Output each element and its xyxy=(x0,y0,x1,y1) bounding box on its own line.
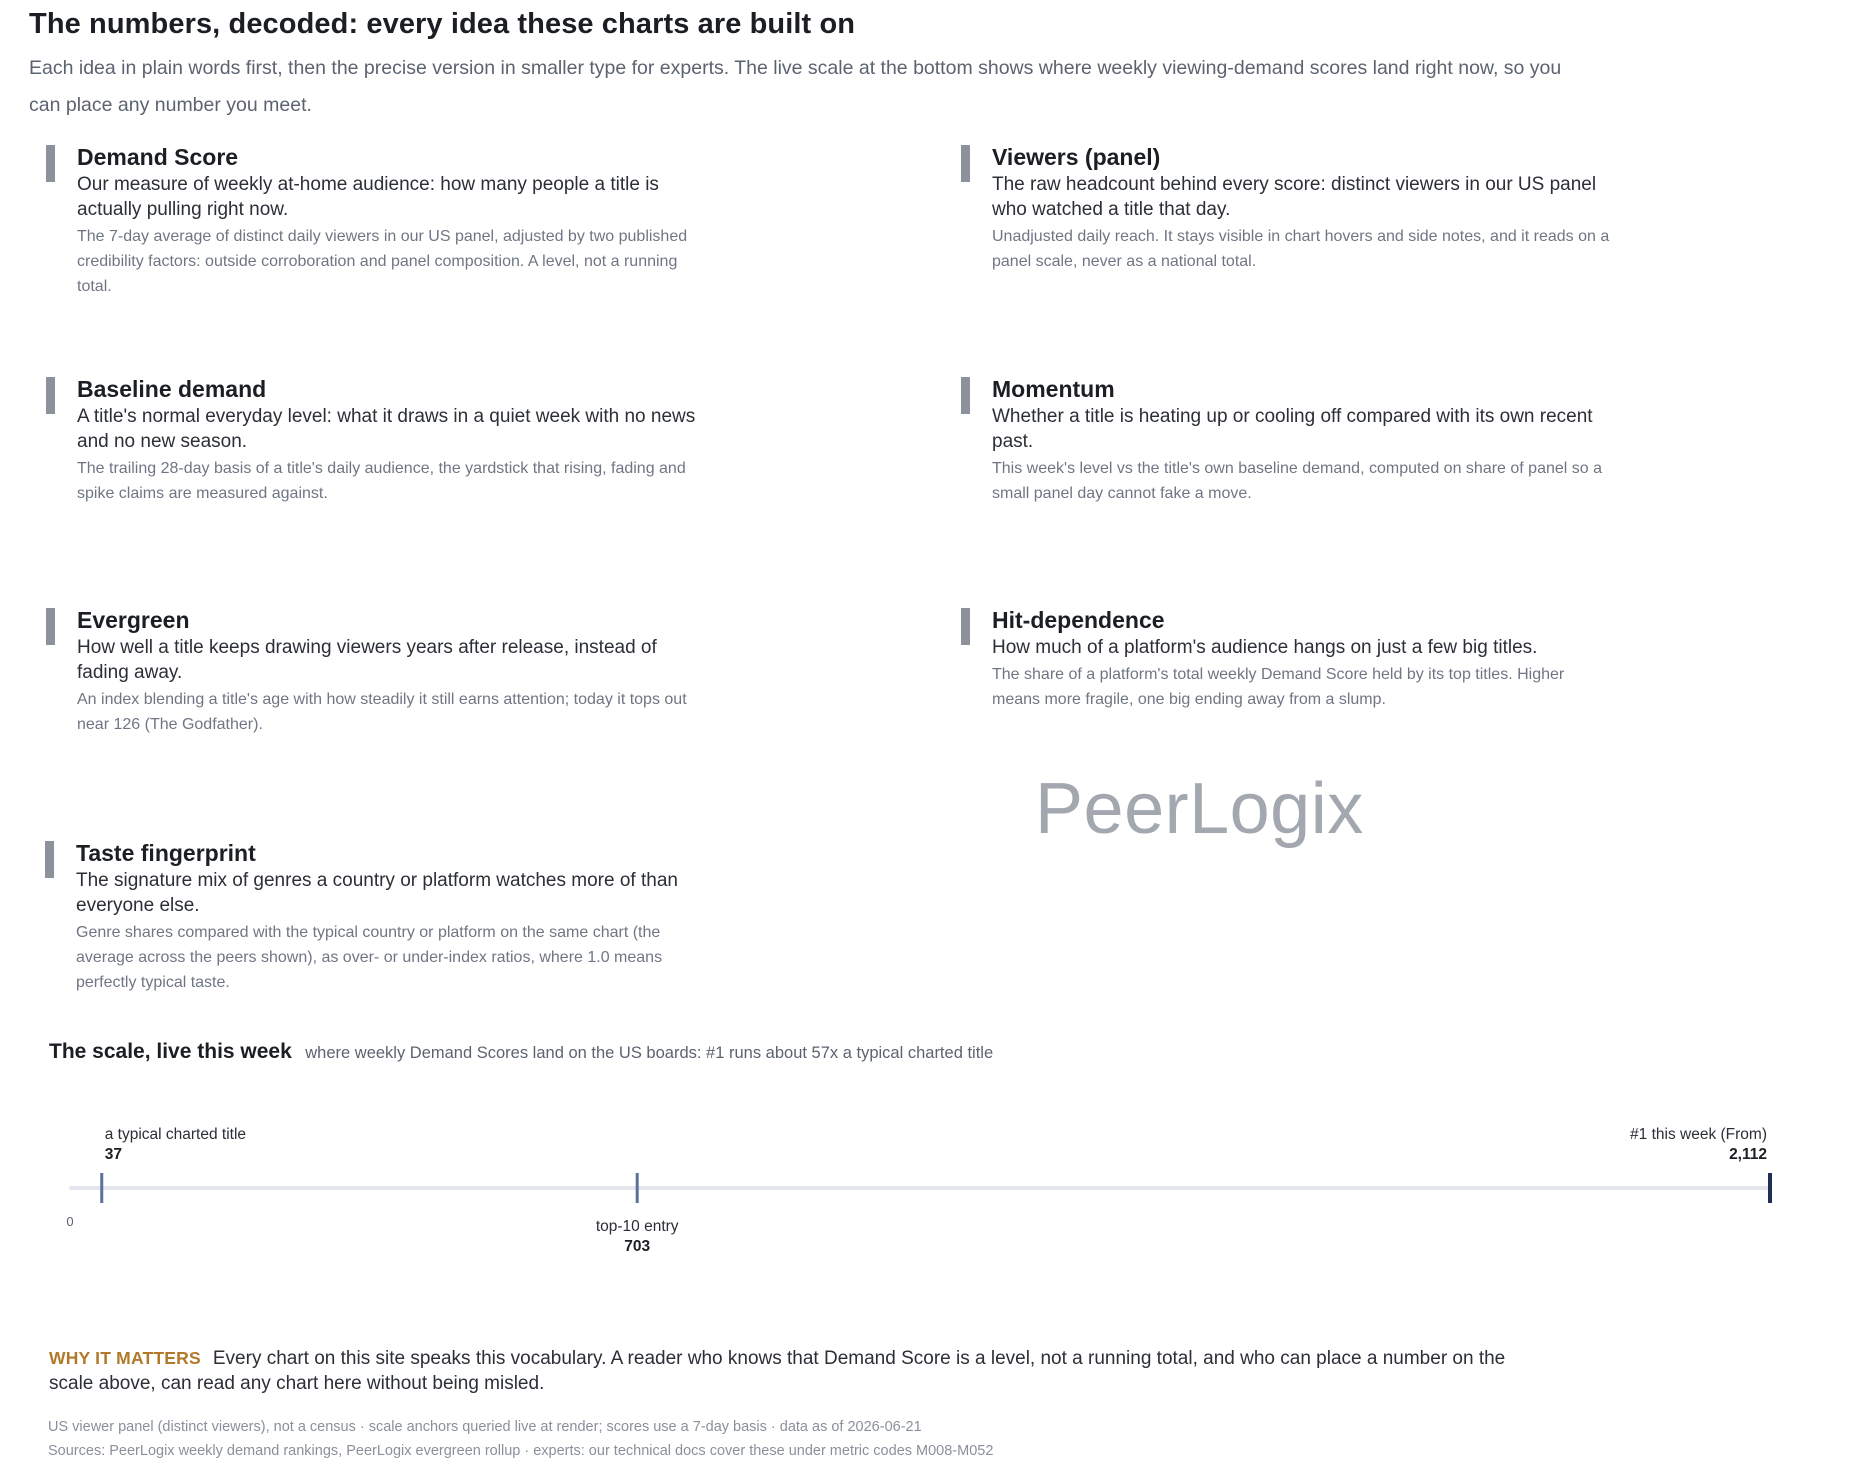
term-viewers-panel xyxy=(961,143,1611,274)
term-name: Hit-dependence xyxy=(992,607,1165,633)
term-demand-score xyxy=(46,143,696,299)
why-label: WHY IT MATTERS xyxy=(49,1348,201,1368)
scale-min-label: 0 xyxy=(66,1214,74,1229)
page-intro: Each idea in plain words first, then the precise version in smaller type for experts. The live scale at the bottom shows where weekly viewing-demand scores land right now, so you can place any number you meet. xyxy=(29,57,1562,116)
term-name: Viewers (panel) xyxy=(992,144,1161,170)
term-momentum xyxy=(961,375,1611,506)
term-expert-definition: The 7-day average of distinct daily viewers in our US panel, adjusted by two published credibility factors: outside corroboration and panel composition. A level, not a running total. xyxy=(77,228,688,295)
term-plain-definition: Our measure of weekly at-home audience: how many people a title is actually pulling right now. xyxy=(77,174,659,220)
accent-bar xyxy=(961,145,970,182)
term-plain-definition: The raw headcount behind every score: distinct viewers in our US panel who watched a title that day. xyxy=(992,174,1597,220)
scale-anchor-value: 703 xyxy=(624,1238,651,1255)
scale-anchor-label: #1 this week (From) xyxy=(1630,1126,1767,1143)
term-expert-definition: The trailing 28-day basis of a title's daily audience, the yardstick that rising, fading and spike claims are measured against. xyxy=(77,460,686,502)
why-text: Every chart on this site speaks this vocabulary. A reader who knows that Demand Score is a level, not a running total, and who can place a number on the scale above, can read any chart here without being misled. xyxy=(49,1348,1506,1394)
term-name: Demand Score xyxy=(77,144,239,170)
demand-scale xyxy=(0,1100,1860,1260)
term-name: Momentum xyxy=(992,376,1115,402)
page-title: The numbers, decoded: every idea these charts are built on xyxy=(29,8,856,40)
scale-anchors xyxy=(102,1126,1770,1255)
brand-logo: PeerLogix xyxy=(1035,769,1364,849)
scale-anchor-value: 37 xyxy=(104,1146,122,1163)
term-plain-definition: A title's normal everyday level: what it draws in a quiet week with no news and no new season. xyxy=(77,406,696,452)
term-expert-definition: This week's level vs the title's own baseline demand, computed on share of panel so a small panel day cannot fake a move. xyxy=(992,460,1603,502)
term-expert-definition: Genre shares compared with the typical country or platform on the same chart (the average across the peers shown), as over- or under-index ratios, where 1.0 means perfectly typical taste. xyxy=(76,924,663,991)
scale-title: The scale, live this week xyxy=(49,1040,292,1063)
term-plain-definition: How much of a platform's audience hangs on just a few big titles. xyxy=(992,637,1538,658)
scale-anchor-label: a typical charted title xyxy=(104,1126,247,1143)
accent-bar xyxy=(961,377,970,414)
term-plain-definition: How well a title keeps drawing viewers years after release, instead of fading away. xyxy=(77,637,657,683)
term-baseline-demand xyxy=(46,375,696,506)
term-evergreen xyxy=(46,606,696,737)
term-name: Taste fingerprint xyxy=(76,840,256,866)
term-hit-dependence xyxy=(961,606,1611,712)
term-expert-definition: Unadjusted daily reach. It stays visible in chart hovers and side notes, and it reads on a panel scale, never as a national total. xyxy=(992,228,1610,270)
scale-heading xyxy=(49,1040,993,1064)
term-expert-definition: The share of a platform's total weekly Demand Score held by its top titles. Higher means more fragile, one big ending away from a slump. xyxy=(992,666,1565,708)
term-expert-definition: An index blending a title's age with how steadily it still earns attention; today it tops out near 126 (The Godfather). xyxy=(77,691,687,733)
accent-bar xyxy=(46,377,55,414)
term-plain-definition: The signature mix of genres a country or platform watches more of than everyone else. xyxy=(76,870,678,916)
term-taste-fingerprint xyxy=(45,839,715,995)
accent-bar xyxy=(46,608,55,645)
scale-anchor-label: top-10 entry xyxy=(595,1218,679,1235)
term-name: Baseline demand xyxy=(77,376,267,402)
footnote-sources: Sources: PeerLogix weekly demand rankings, PeerLogix evergreen rollup · experts: our technical docs cover these under metric codes M008-M052 xyxy=(48,1443,994,1459)
why-it-matters xyxy=(49,1346,1519,1396)
term-name: Evergreen xyxy=(77,607,190,633)
accent-bar xyxy=(961,608,970,645)
scale-subtitle: where weekly Demand Scores land on the US boards: #1 runs about 57x a typical charted title xyxy=(305,1044,994,1062)
scale-anchor-value: 2,112 xyxy=(1729,1146,1767,1163)
term-plain-definition: Whether a title is heating up or cooling off compared with its own recent past. xyxy=(992,406,1593,452)
accent-bar xyxy=(45,841,54,878)
footnote-panel: US viewer panel (distinct viewers), not a census · scale anchors queried live at render; scores use a 7-day basis · data as of 2026-06-21 xyxy=(48,1419,922,1435)
accent-bar xyxy=(46,145,55,182)
